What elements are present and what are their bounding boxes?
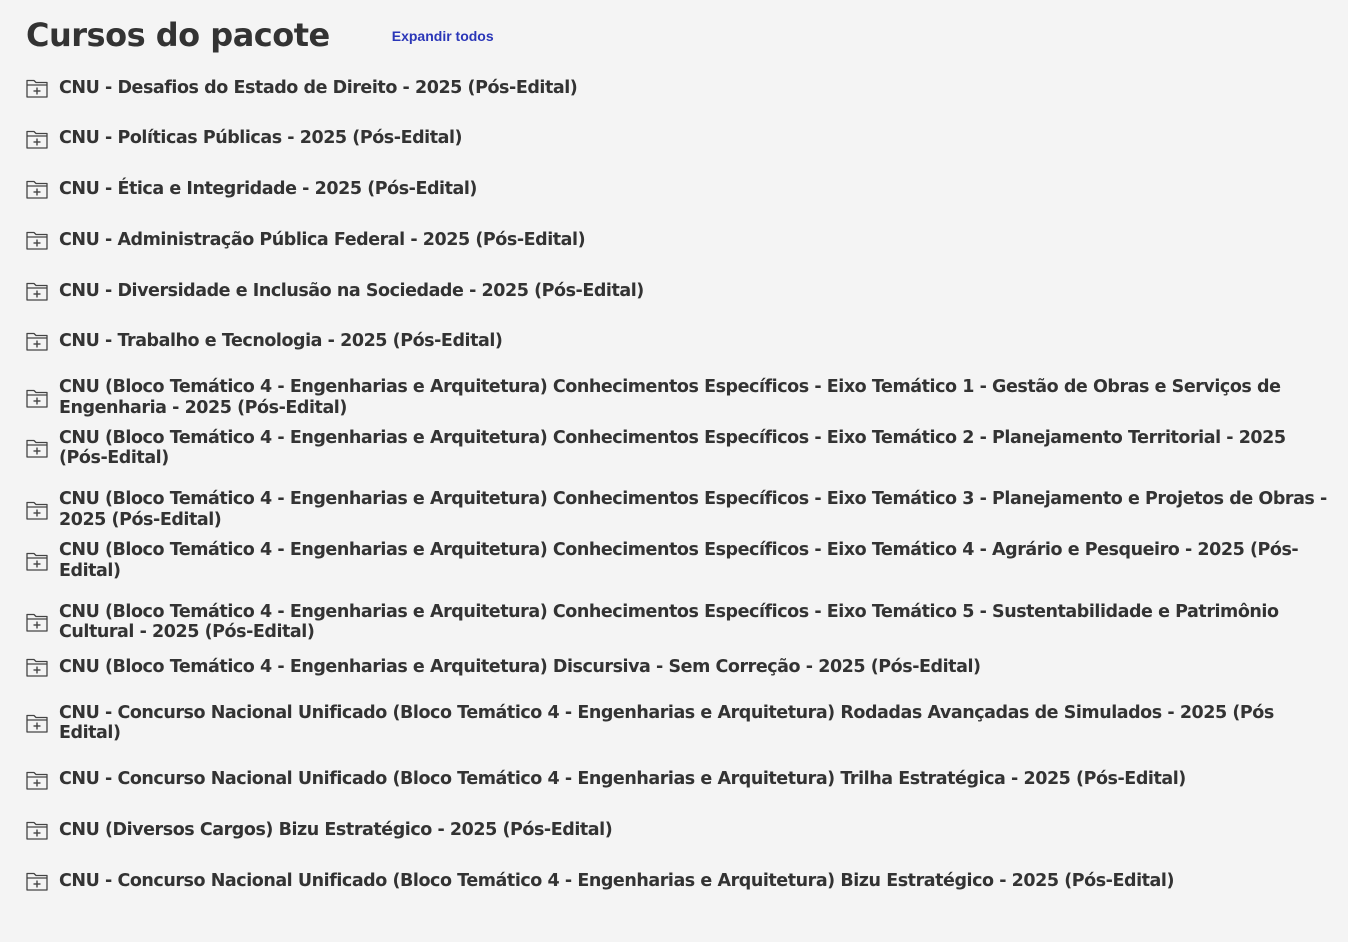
course-title: CNU (Bloco Temático 4 - Engenharias e Arquitetura) Conhecimentos Específicos - Eixo Temático 5 - Sustentabilidade e Patrimônio Cultural - 2025 (Pós-Edital) [59, 601, 1279, 643]
course-title: CNU (Bloco Temático 4 - Engenharias e Arquitetura) Discursiva - Sem Correção - 2025 (Pós-Edital) [59, 657, 981, 678]
folder-plus-icon [26, 871, 48, 891]
course-title: CNU - Concurso Nacional Unificado (Bloco Temático 4 - Engenharias e Arquitetura) Bizu Estratégico - 2025 (Pós-Edital) [59, 870, 1174, 891]
course-title: CNU - Trabalho e Tecnologia - 2025 (Pós-Edital) [59, 331, 503, 352]
folder-plus-icon [26, 713, 48, 733]
section-header [26, 0, 1328, 70]
course-list [26, 73, 1328, 896]
course-item[interactable] [26, 866, 1328, 896]
folder-plus-icon [26, 331, 48, 351]
folder-plus-icon [26, 820, 48, 840]
folder-plus-icon [26, 281, 48, 301]
course-title: CNU (Bloco Temático 4 - Engenharias e Arquitetura) Conhecimentos Específicos - Eixo Temático 2 - Planejamento Territorial - 2025 (Pós-Edital) [59, 427, 1286, 469]
course-title: CNU (Bloco Temático 4 - Engenharias e Arquitetura) Conhecimentos Específicos - Eixo Temático 1 - Gestão de Obras e Serviços de Engenharia - 2025 (Pós-Edital) [59, 377, 1281, 418]
course-item[interactable] [26, 225, 1328, 255]
course-item[interactable] [26, 174, 1328, 204]
folder-plus-icon [26, 230, 48, 250]
course-item[interactable] [26, 326, 1328, 356]
course-title: CNU (Diversos Cargos) Bizu Estratégico - 2025 (Pós-Edital) [59, 820, 613, 841]
course-title: CNU - Diversidade e Inclusão na Sociedade - 2025 (Pós-Edital) [59, 280, 644, 301]
course-item[interactable] [26, 124, 1328, 154]
course-item[interactable] [26, 428, 1328, 469]
course-package-section [26, 0, 1328, 917]
course-item[interactable] [26, 73, 1328, 103]
folder-plus-icon [26, 438, 48, 458]
course-item[interactable] [26, 652, 1328, 682]
folder-plus-icon [26, 657, 48, 677]
course-title: CNU (Bloco Temático 4 - Engenharias e Arquitetura) Conhecimentos Específicos - Eixo Temático 3 - Planejamento e Projetos de Obras - 2025 (Pós-Edital) [59, 489, 1327, 530]
course-item[interactable] [26, 489, 1328, 530]
folder-plus-icon [26, 770, 48, 790]
course-title: CNU - Concurso Nacional Unificado (Bloco Temático 4 - Engenharias e Arquitetura) Trilha Estratégica - 2025 (Pós-Edital) [59, 769, 1186, 790]
folder-plus-icon [26, 179, 48, 199]
course-item[interactable] [26, 602, 1328, 643]
course-item[interactable] [26, 815, 1328, 845]
course-item[interactable] [26, 765, 1328, 795]
course-title: CNU - Concurso Nacional Unificado (Bloco Temático 4 - Engenharias e Arquitetura) Rodadas Avançadas de Simulados - 2025 (Pós Edital) [59, 702, 1274, 744]
page-title: Cursos do pacote [26, 16, 330, 54]
folder-plus-icon [26, 612, 48, 632]
folder-plus-icon [26, 129, 48, 149]
course-item[interactable] [26, 377, 1328, 418]
folder-plus-icon [26, 78, 48, 98]
expand-all-link[interactable]: Expandir todos [391, 28, 494, 44]
folder-plus-icon [26, 500, 48, 520]
course-title: CNU (Bloco Temático 4 - Engenharias e Arquitetura) Conhecimentos Específicos - Eixo Temático 4 - Agrário e Pesqueiro - 2025 (Pós-Edital) [59, 540, 1299, 581]
folder-plus-icon [26, 388, 48, 408]
course-item[interactable] [26, 276, 1328, 306]
course-item[interactable] [26, 540, 1328, 581]
course-title: CNU - Desafios do Estado de Direito - 2025 (Pós-Edital) [59, 77, 578, 98]
course-title: CNU - Administração Pública Federal - 2025 (Pós-Edital) [59, 229, 586, 250]
course-title: CNU - Políticas Públicas - 2025 (Pós-Edital) [59, 128, 463, 149]
folder-plus-icon [26, 551, 48, 571]
course-title: CNU - Ética e Integridade - 2025 (Pós-Edital) [59, 179, 477, 200]
course-item[interactable] [26, 703, 1328, 744]
